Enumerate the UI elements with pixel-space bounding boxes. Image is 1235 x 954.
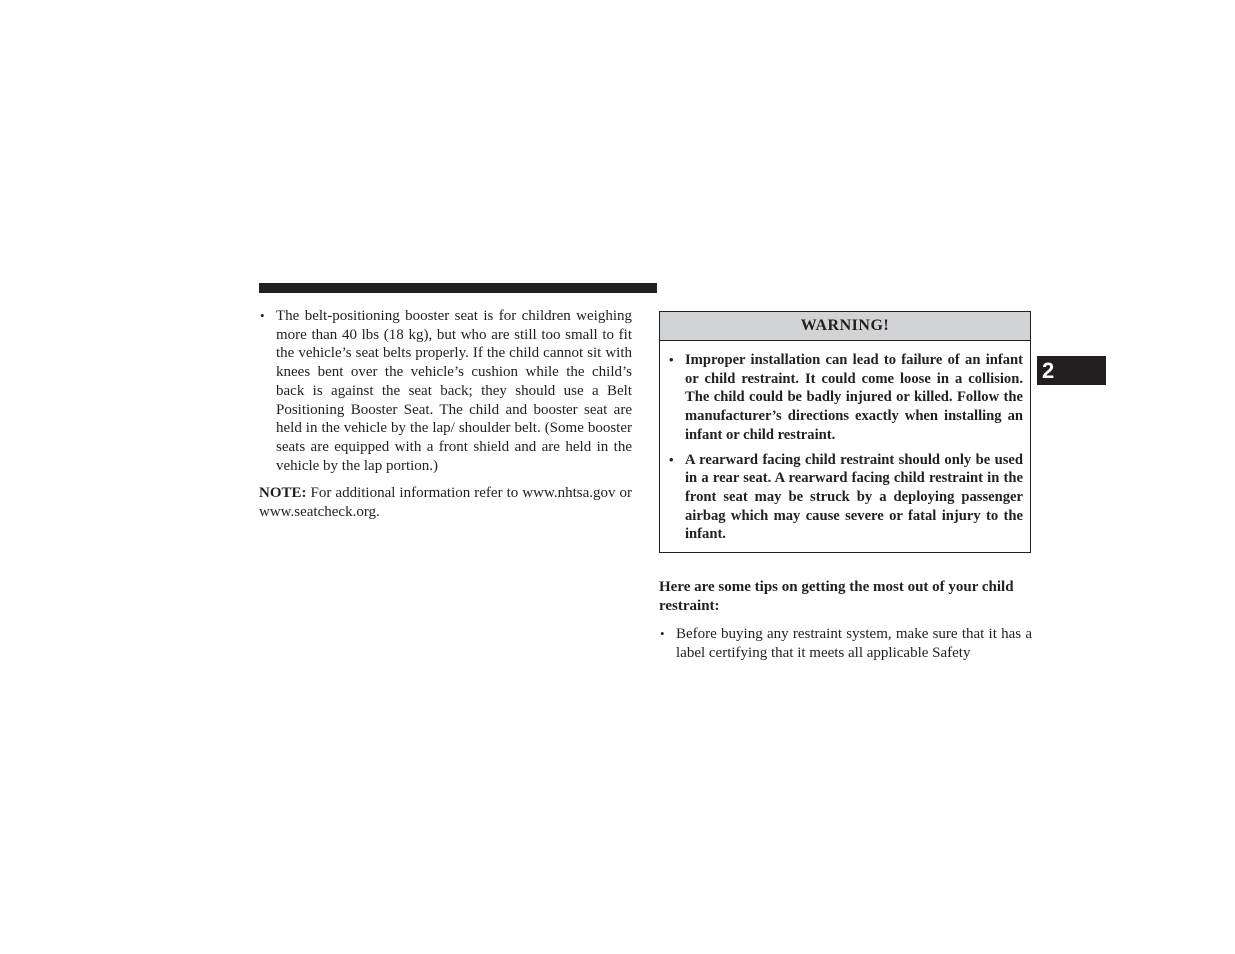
note-text: For additional information refer to www.nhtsa.gov or www.seatcheck.org.	[259, 485, 632, 521]
warning-item-text: A rearward facing child restraint should only be used in a rear seat. A rearward facing child restraint in the front seat may be struck by a deploying passenger airbag which may cause severe or fatal injury to the infant.	[685, 451, 1023, 543]
warning-item-text: Improper installation can lead to failure of an infant or child restraint. It could come loose in a collision. The child could be badly injured or killed. Follow the manufacturer’s directions exactly when installing an infant or child restraint.	[685, 352, 1023, 443]
left-column	[259, 307, 632, 522]
bullet-icon: •	[669, 451, 674, 467]
section-top-rule	[259, 283, 657, 293]
warning-title: WARNING!	[660, 312, 1030, 341]
tips-heading: Here are some tips on getting the most out of your child restraint:	[659, 579, 1014, 614]
bullet-icon: •	[260, 308, 265, 323]
warning-item-rear-facing	[668, 451, 1023, 545]
section-tab: 2	[1037, 356, 1106, 385]
note-label: NOTE:	[259, 485, 307, 502]
booster-seat-text: The belt-positioning booster seat is for children weighing more than 40 lbs (18 kg), but who are still too small to fit the vehicle’s seat belts properly. If the child cannot sit with knees bent over the vehicle’s cushion while the child’s back is against the seat back; they should use a Belt Positioning Booster Seat. The child and booster seat are held in the vehicle by the lap/ shoulder belt. (Some booster seats are equipped with a front shield and are held in the vehicle by the lap portion.)	[276, 308, 632, 474]
list-item-buying-restraint	[659, 625, 1032, 662]
warning-body	[660, 341, 1030, 544]
note-paragraph	[259, 484, 632, 521]
bullet-icon: •	[660, 626, 665, 642]
warning-box	[659, 311, 1031, 553]
warning-item-installation	[668, 351, 1023, 445]
buying-restraint-text: Before buying any restraint system, make sure that it has a label certifying that it meets all applicable Safety	[676, 626, 1032, 662]
bullet-icon: •	[669, 352, 674, 367]
right-column	[659, 578, 1032, 663]
list-item-booster-seat	[259, 307, 632, 475]
